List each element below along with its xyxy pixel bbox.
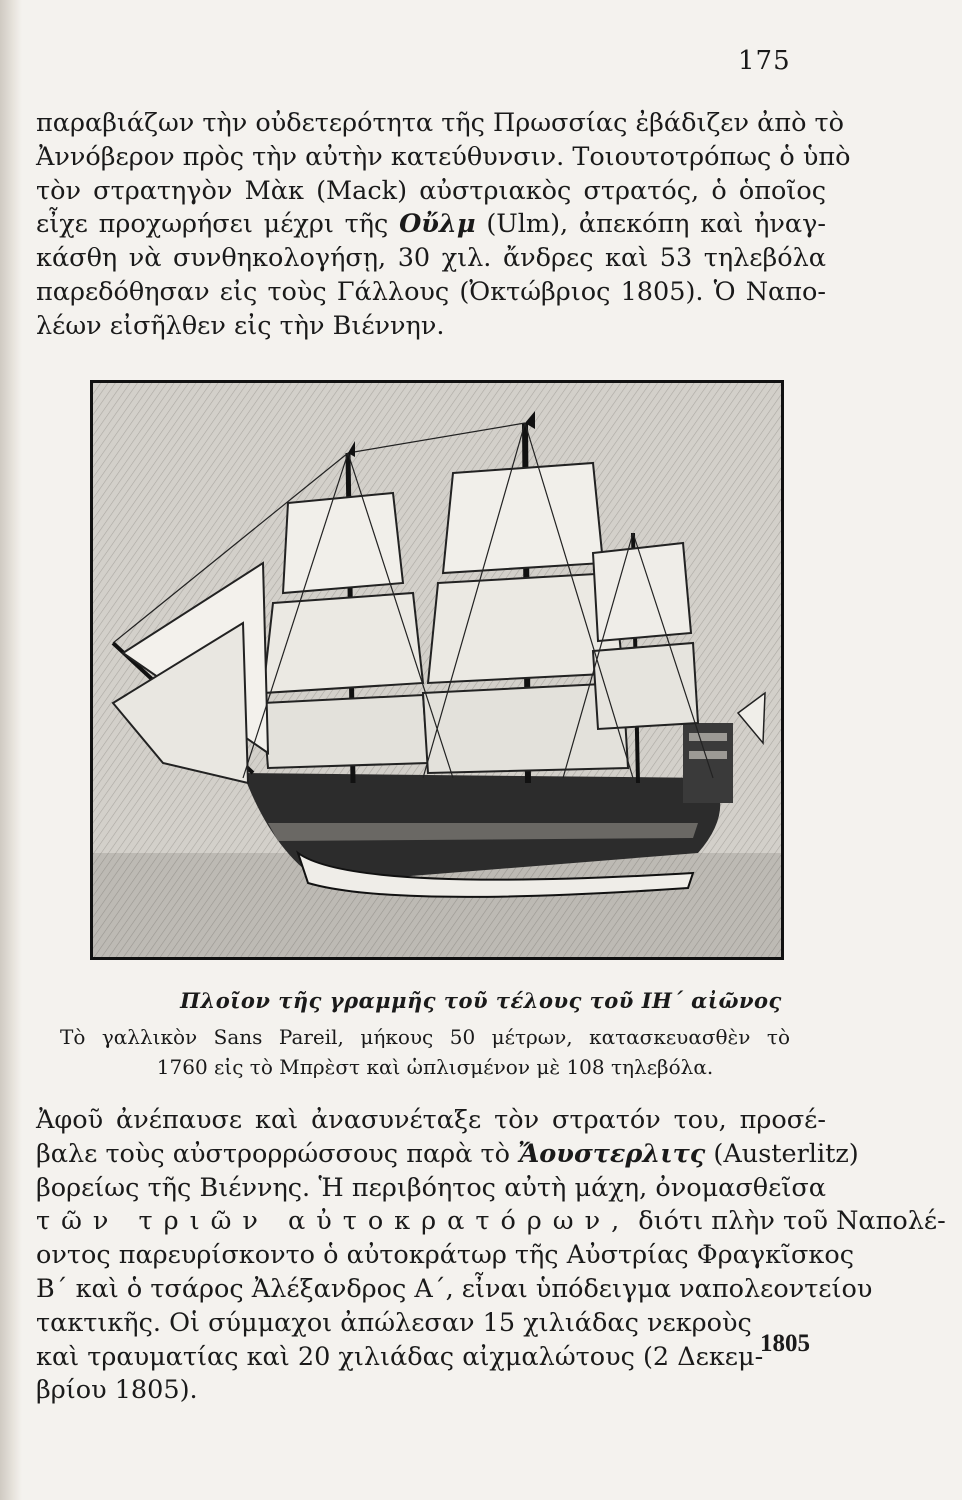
page-binding-edge bbox=[0, 0, 22, 1500]
text-line: Ἀφοῦ ἀνέπαυσε καὶ ἀνασυνέταξε τὸν στρατόν του, προσέ- bbox=[36, 1105, 826, 1135]
text-line-austerlitz bbox=[36, 1138, 859, 1172]
text-line: βρίου 1805). bbox=[36, 1375, 198, 1406]
paragraph-austerlitz bbox=[36, 1104, 946, 1408]
figure-caption-title: Πλοῖον τῆς γραμμῆς τοῦ τέλους τοῦ ΙΗ΄ αἰῶνος bbox=[180, 988, 782, 1013]
text-line: κάσθη νὰ συνθηκολογήσῃ, 30 χιλ. ἄνδρες καὶ 53 τηλεβόλα bbox=[36, 243, 826, 274]
ship-engraving bbox=[93, 383, 781, 957]
caption-line: 1760 εἰς τὸ Μπρὲστ καὶ ὡπλισμένον μὲ 108 τηλεβόλα. bbox=[156, 1055, 714, 1079]
page-number: 175 bbox=[738, 46, 791, 76]
text-line bbox=[36, 1205, 946, 1239]
text-line: Ἀννόβερον πρὸς τὴν αὐτὴν κατεύθυνσιν. Τοιουτοτρόπως ὁ ὑπὸ bbox=[36, 141, 851, 172]
text-line: Β΄ καὶ ὁ τσάρος Ἀλέξανδρος Α΄, εἶναι ὑπόδειγμα ναπολεοντείου bbox=[36, 1273, 873, 1304]
text-fragment: (Ulm), ἀπεκόπη καὶ ἠναγ- bbox=[475, 209, 826, 240]
figure-caption bbox=[60, 1022, 790, 1082]
text-fragment: εἶχε προχωρήσει μέχρι τῆς bbox=[36, 209, 400, 240]
margin-year-note: 1805 bbox=[760, 1330, 810, 1357]
text-line: παρεδόθησαν εἰς τοὺς Γάλλους (Ὀκτώβριος 1805). Ὁ Ναπο- bbox=[36, 276, 826, 307]
paragraph-ulm bbox=[36, 107, 851, 344]
text-fragment: (Austerlitz) bbox=[705, 1138, 859, 1169]
text-line: καὶ τραυματίας καὶ 20 χιλιάδας αἰχμαλώτους (2 Δεκεμ- bbox=[36, 1341, 764, 1372]
text-line-ulm bbox=[36, 208, 826, 242]
place-name-austerlitz: Ἄουστερλιτς bbox=[518, 1138, 706, 1169]
text-line: βορείως τῆς Βιέννης. Ἡ περιβόητος αὐτὴ μάχη, ὀνομασθεῖσα bbox=[36, 1172, 826, 1203]
text-line: οντος παρευρίσκοντο ὁ αὐτοκράτωρ τῆς Αὐστρίας Φραγκῖσκος bbox=[36, 1240, 854, 1271]
text-line: τακτικῆς. Οἱ σύμμαχοι ἀπώλεσαν 15 χιλιάδας νεκροὺς bbox=[36, 1307, 752, 1338]
battle-name-spaced: τῶν τριῶν αὐτοκρατόρων, bbox=[36, 1206, 631, 1237]
text-fragment: βαλε τοὺς αὐστρορρώσσους παρὰ τὸ bbox=[36, 1138, 519, 1169]
text-fragment: διότι πλὴν τοῦ Ναπολέ- bbox=[630, 1206, 946, 1237]
text-line: λέων εἰσῆλθεν εἰς τὴν Βιέννην. bbox=[36, 310, 445, 341]
ship-illustration bbox=[90, 380, 784, 960]
text-line: παραβιάζων τὴν οὐδετερότητα τῆς Πρωσσίας ἐβάδιζεν ἀπὸ τὸ bbox=[36, 108, 845, 138]
text-line: τὸν στρατηγὸν Μὰκ (Mack) αὐστριακὸς στρατός, ὁ ὁποῖος bbox=[36, 175, 826, 206]
place-name-ulm: Οὔλμ bbox=[399, 209, 476, 240]
caption-line: Τὸ γαλλικὸν Sans Pareil, μήκους 50 μέτρων, κατασκευασθὲν τὸ bbox=[60, 1025, 790, 1049]
